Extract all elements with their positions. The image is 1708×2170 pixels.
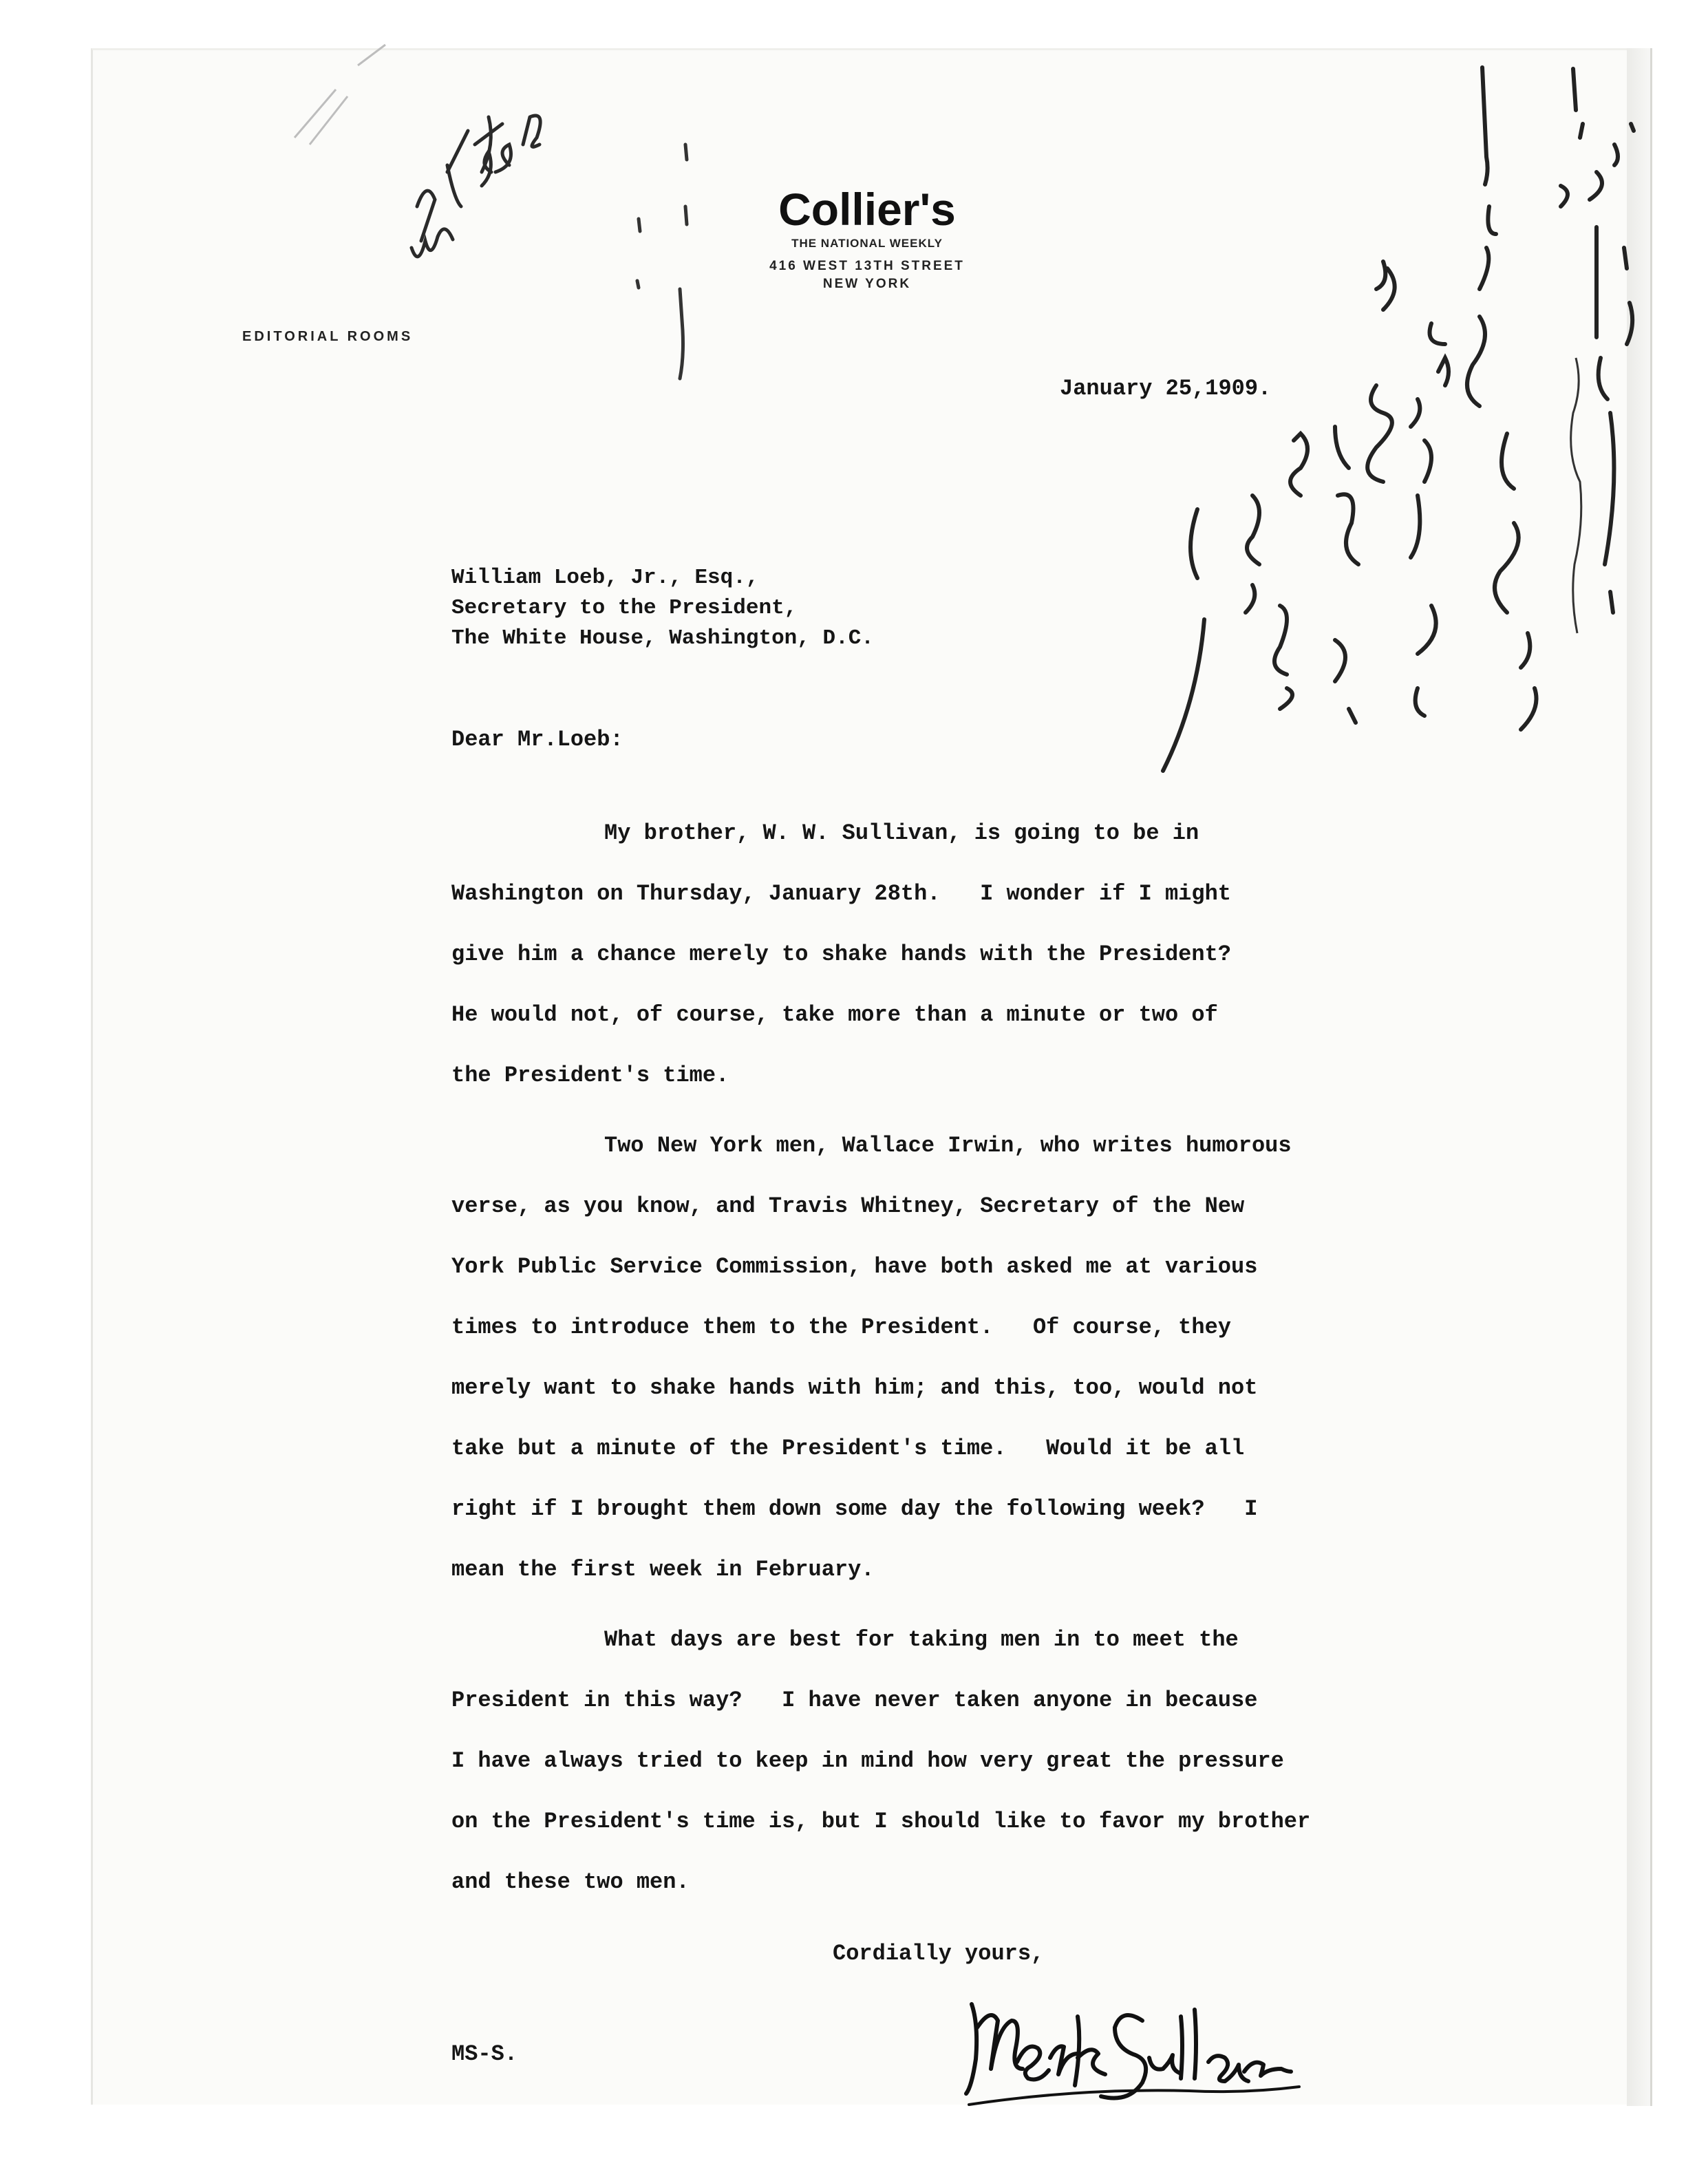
body-line: times to introduce them to the President. Of course, they: [451, 1315, 1231, 1340]
brand-city: NEW YORK: [822, 277, 912, 291]
brand-street: 416 WEST 13TH STREET: [769, 259, 965, 273]
recipient-line: Secretary to the President,: [451, 596, 798, 620]
body-line: He would not, of course, take more than a minute or two of: [451, 1002, 1218, 1028]
body-line: What days are best for taking men in to meet the: [604, 1627, 1239, 1652]
body-line: the President's time.: [451, 1063, 729, 1088]
salutation: Dear Mr.Loeb:: [451, 727, 623, 752]
body-line: give him a chance merely to shake hands with the President?: [451, 942, 1231, 967]
body-line: verse, as you know, and Travis Whitney, Secretary of the New: [451, 1193, 1245, 1219]
body-line: Washington on Thursday, January 28th. I wonder if I might: [451, 881, 1231, 906]
recipient-line: William Loeb, Jr., Esq.,: [451, 566, 759, 590]
body-line: Two New York men, Wallace Irwin, who writes humorous: [604, 1133, 1292, 1158]
body-line: My brother, W. W. Sullivan, is going to be in: [604, 820, 1199, 846]
department-label: EDITORIAL ROOMS: [242, 329, 414, 344]
brand-name: Collier's: [778, 184, 956, 235]
letter-page: [91, 48, 1629, 2105]
typist-initials: MS-S.: [451, 2041, 518, 2067]
letterhead: [729, 184, 1005, 292]
body-line: take but a minute of the President's time. Would it be all: [451, 1436, 1245, 1461]
body-line: I have always tried to keep in mind how very great the pressure: [451, 1748, 1284, 1774]
body-line: and these two men.: [451, 1869, 690, 1895]
closing: Cordially yours,: [833, 1941, 1045, 1966]
letter-date: January 25,1909.: [1060, 376, 1272, 401]
body-line: mean the first week in February.: [451, 1557, 875, 1582]
brand-subtitle: THE NATIONAL WEEKLY: [791, 237, 943, 250]
body-line: President in this way? I have never taken anyone in because: [451, 1688, 1258, 1713]
page-edge: [1627, 48, 1652, 2106]
body-line: on the President's time is, but I should like to favor my brother: [451, 1809, 1311, 1834]
body-line: York Public Service Commission, have both asked me at various: [451, 1254, 1258, 1279]
body-line: merely want to shake hands with him; and this, too, would not: [451, 1375, 1258, 1401]
body-line: right if I brought them down some day the following week? I: [451, 1496, 1258, 1522]
recipient-line: The White House, Washington, D.C.: [451, 626, 874, 650]
